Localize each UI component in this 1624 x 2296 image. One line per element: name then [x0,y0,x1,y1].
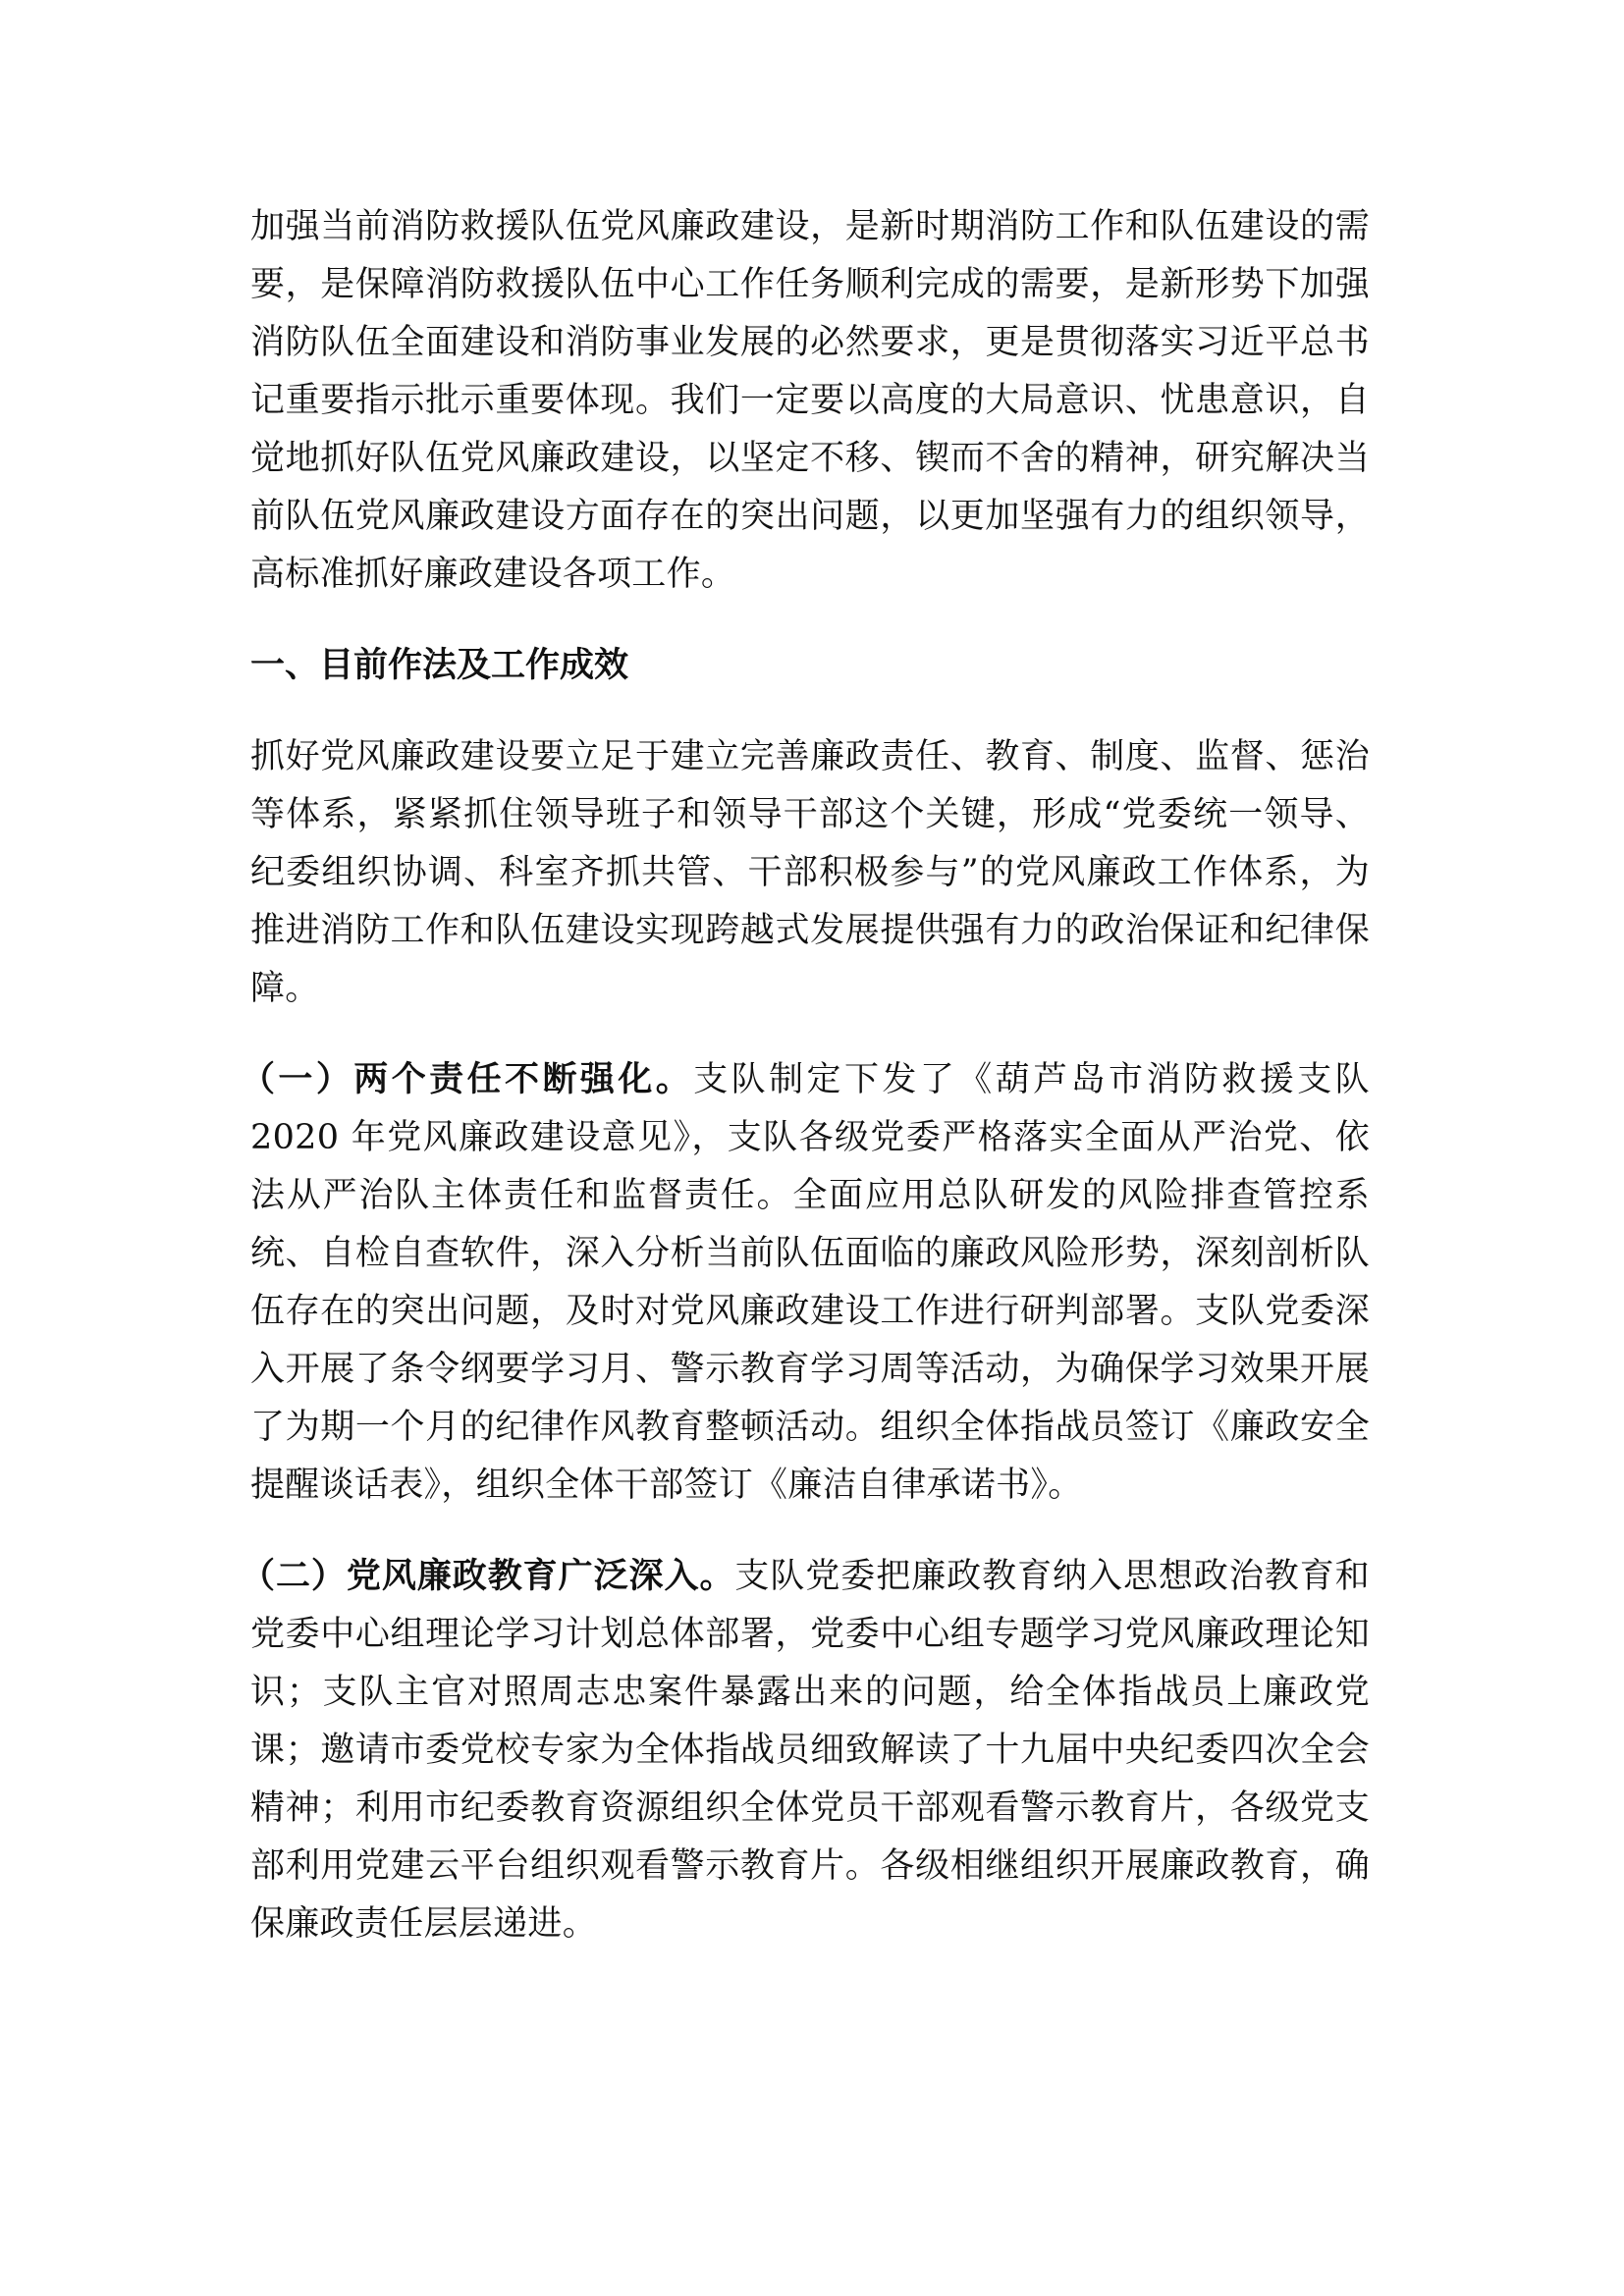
item-paragraph-1 [241,1051,1370,1515]
item-lead-2: （二）党风廉政教育广泛深入。 [241,1557,735,1596]
section-heading: 一、目前作法及工作成效 [250,646,629,685]
item-text-1: 支队制定下发了《葫芦岛市消防救援支队 2020 年党风廉政建设意见》，支队各级党委严格落实全面从严治党、依法从严治队主体责任和监督责任。全面应用总队研发的风险排查管控系统、自检自查软件，深入分析当前队伍面临的廉政风险形势，深刻剖析队伍存在的突出问题，及时对党风廉政建设工作进行研判部署。支队党委深入开展了条令纲要学习月、警示教育学习周等活动，为确保学习效果开展了为期一个月的纪律作风教育整顿活动。组织全体指战员签订《廉政安全提醒谈话表》，组织全体干部签订《廉洁自律承诺书》。 [250,1060,1370,1505]
document-body [241,198,1371,1953]
intro-paragraph: 加强当前消防救援队伍党风廉政建设，是新时期消防工作和队伍建设的需要，是保障消防救援队伍中心工作任务顺利完成的需要，是新形势下加强消防队伍全面建设和消防事业发展的必然要求，更是贯彻落实习近平总书记重要指示批示重要体现。我们一定要以高度的大局意识、忧患意识，自觉地抓好队伍党风廉政建设，以坚定不移、锲而不舍的精神，研究解决当前队伍党风廉政建设方面存在的突出问题，以更加坚强有力的组织领导，高标准抓好廉政建设各项工作。 [250,207,1370,594]
item-paragraph-2 [241,1548,1371,1953]
item-text-2: 支队党委把廉政教育纳入思想政治教育和党委中心组理论学习计划总体部署，党委中心组专题学习党风廉政理论知识；支队主官对照周志忠案件暴露出来的问题，给全体指战员上廉政党课；邀请市委党校专家为全体指战员细致解读了十九届中央纪委四次全会精神；利用市纪委教育资源组织全体党员干部观看警示教育片，各级党支部利用党建云平台组织观看警示教育片。各级相继组织开展廉政教育，确保廉政责任层层递进。 [250,1557,1371,1944]
item-lead-1: （一）两个责任不断强化。 [241,1060,694,1099]
section-paragraph: 抓好党风廉政建设要立足于建立完善廉政责任、教育、制度、监督、惩治等体系，紧紧抓住领导班子和领导干部这个关键，形成“党委统一领导、纪委组织协调、科室齐抓共管、干部积极参与”的党风廉政工作体系，为推进消防工作和队伍建设实现跨越式发展提供强有力的政治保证和纪律保障。 [250,737,1370,1008]
